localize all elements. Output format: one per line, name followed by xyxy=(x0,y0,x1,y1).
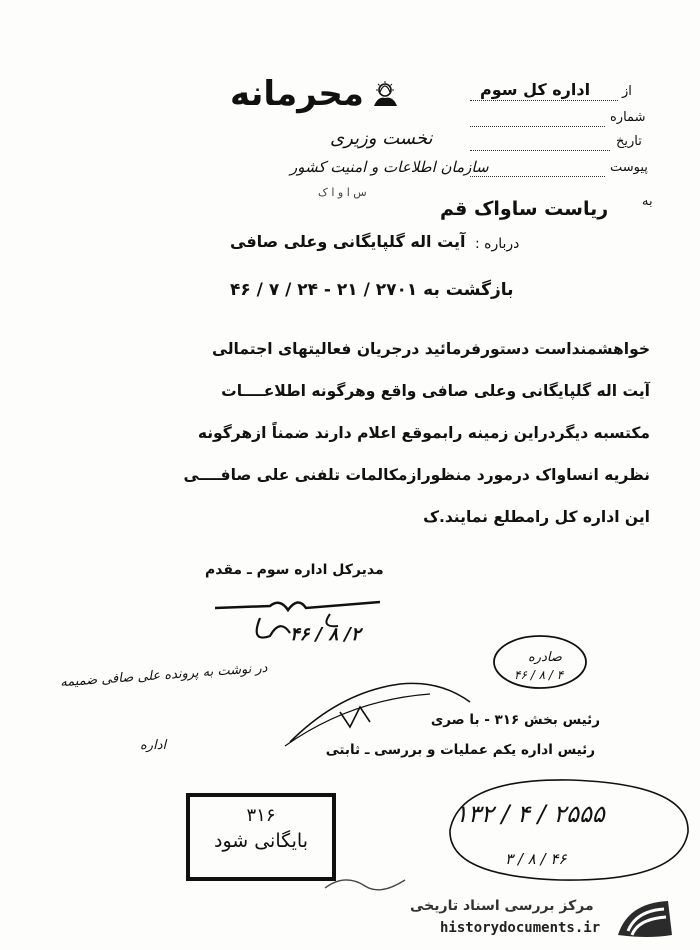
signatory-title: مدیرکل اداره سوم ـ مقدم xyxy=(205,562,384,578)
book-logo-icon xyxy=(608,895,688,945)
section-chief-line: رئیس بخش ۳۱۶ - با صری xyxy=(430,712,600,728)
signature-scribble-icon xyxy=(210,588,390,658)
org-name-line2: سازمان اطلاعات و امنیت کشور xyxy=(290,158,489,176)
reference-line: بازگشت به ۲۷۰۱ / ۲۱ - ۲۴ / ۷ / ۴۶ xyxy=(230,280,514,300)
from-value: اداره کل سوم xyxy=(480,80,591,99)
from-label: از xyxy=(622,84,632,99)
date-label: تاریخ xyxy=(616,134,642,149)
department-head-line: رئیس اداره یکم عملیات و بررسی ـ ثابتی xyxy=(325,742,595,758)
subject-label: درباره : xyxy=(475,236,520,252)
attachment-line xyxy=(470,162,605,177)
body-line-5: این اداره کل رامطلع نمایند.ک xyxy=(423,508,650,526)
body-line-1: خواهشمنداست دستورفرمائید درجریان فعالیتهای اجتمالی xyxy=(212,340,650,358)
faint-scribble-icon xyxy=(320,868,410,898)
archive-stamp xyxy=(186,793,336,881)
signature-date: ۲/ ۸ / ۴۶ xyxy=(290,624,361,645)
classification-heading: محرمانه xyxy=(230,74,364,114)
recipient-value: ریاست ساواک قم xyxy=(440,198,609,220)
date-line xyxy=(470,136,610,151)
attachment-label: پیوست xyxy=(610,160,648,175)
handwritten-note-office: اداره xyxy=(140,738,167,753)
handwritten-note-left: در نوشت به پرونده علی صافی ضمیمه xyxy=(59,660,268,691)
watermark-url: historydocuments.ir xyxy=(440,920,601,936)
registry-oval-icon xyxy=(430,770,700,890)
subject-value: آیت اله گلپایگانی وعلی صافی xyxy=(230,232,466,251)
registry-date: ۴۶ / ۸ / ۳ xyxy=(505,850,567,868)
body-line-2: آیت اله گلپایگانی وعلی صافی واقع وهرگونه اطلاعــــات xyxy=(221,382,650,400)
org-name-line3: س ا و ا ک xyxy=(318,186,367,199)
org-name-line1: نخست وزیری xyxy=(330,128,433,149)
to-label: به xyxy=(642,194,653,209)
watermark-name: مرکز بررسی اسناد تاریخی xyxy=(410,898,594,914)
body-line-4: نظریه انساواک درمورد منظورازمکالمات تلفنی علی صافــــی xyxy=(183,466,650,484)
issued-date: ۴ / ۸ / ۴۶ xyxy=(514,668,564,682)
lion-sun-emblem-icon xyxy=(368,78,402,112)
number-label: شماره xyxy=(610,110,646,125)
registry-number: ۲۵۵۵ / ۴ / ۱۳۲ xyxy=(455,800,605,828)
stamp-number: ۳۱۶ xyxy=(246,805,276,826)
issued-label: صادره xyxy=(528,650,562,665)
stamp-text: بایگانی شود xyxy=(213,830,308,852)
number-line xyxy=(470,112,605,127)
body-line-3: مکتسبه دیگردراین زمینه رابموقع اعلام دارند ضمناً ازهرگونه xyxy=(197,424,650,442)
